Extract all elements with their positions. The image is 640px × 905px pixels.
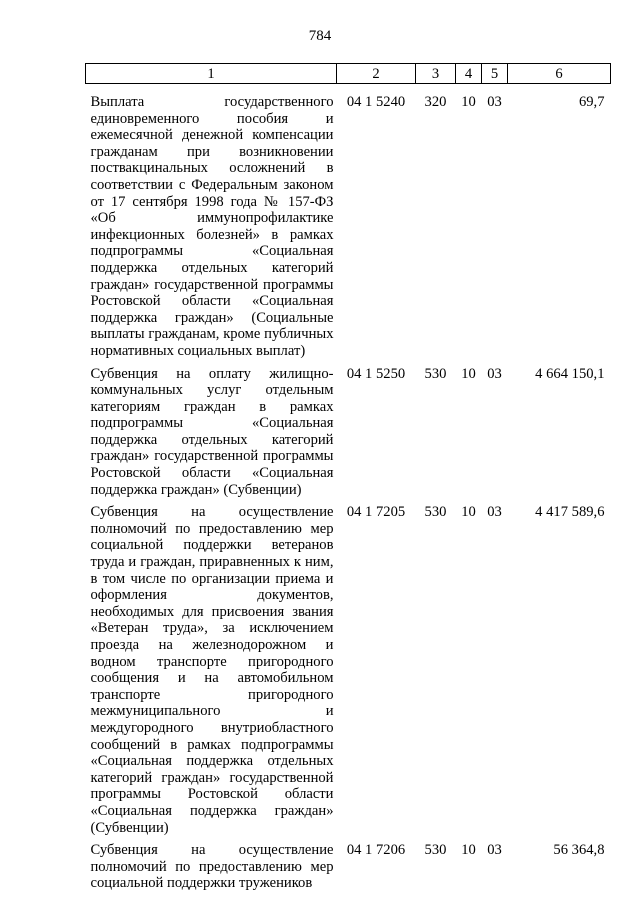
row-section: 10 — [461, 365, 476, 382]
budget-table — [85, 63, 611, 898]
column-header-2: 2 — [337, 64, 416, 84]
row-subsection: 03 — [487, 842, 502, 859]
row-section: 10 — [461, 94, 476, 110]
row-expense-type: 530 — [424, 365, 447, 382]
row-target-code: 04 1 7206 — [346, 842, 406, 859]
column-header-5: 5 — [482, 64, 508, 84]
table-row — [86, 94, 611, 366]
row-subsection: 03 — [487, 365, 502, 382]
row-subsection: 03 — [487, 504, 502, 521]
row-amount: 56 364,8 — [553, 842, 605, 859]
row-amount: 4 664 150,1 — [535, 365, 605, 382]
table-row — [86, 366, 611, 505]
row-section: 10 — [461, 842, 476, 859]
page-number: 784 — [308, 28, 332, 44]
row-description: Субвенция на осуществление полномочий по предоставлению мер социальной поддержки ветеранов труда и граждан, приравненных к ним, в том числе по организации приема и оформления документов, необходимых для присвоения звания «Ветеран труда», за исключением проезда на железнодорожном и водном транспорте пригородного сообщения и на автомобильном транспорте пригородного межмуниципального и междугородного внутриобластного сообщений в рамках подпрограммы «Социальная поддержка отдельных категорий граждан» государственной программы Ростовской области «Социальная поддержка граждан» (Субвенции) — [90, 504, 334, 836]
column-header-4: 4 — [456, 64, 482, 84]
table-row — [86, 842, 611, 898]
row-target-code: 04 1 7205 — [346, 504, 406, 521]
row-amount: 4 417 589,6 — [535, 504, 605, 521]
row-expense-type: 320 — [424, 94, 447, 110]
row-expense-type: 530 — [424, 504, 447, 521]
row-target-code: 04 1 5240 — [346, 94, 406, 110]
table-header-row — [86, 64, 611, 84]
row-subsection: 03 — [487, 94, 502, 110]
row-amount: 69,7 — [578, 94, 605, 110]
row-expense-type: 530 — [424, 842, 447, 859]
column-header-3: 3 — [416, 64, 456, 84]
row-description: Выплата государственного единовременного пособия и ежемесячной денежной компенсации гражданам при возникновении поствакцинальных осложнений в соответствии с Федеральным законом от 17 сентября 1998 года № 157-ФЗ «Об иммунопрофилактике инфекционных болезней» в рамках подпрограммы «Социальная поддержка отдельных категорий граждан» государственной программы Ростовской области «Социальная поддержка граждан» (Социальные выплаты гражданам, кроме публичных нормативных социальных выплат) — [90, 94, 334, 359]
column-header-6: 6 — [508, 64, 611, 84]
table-row — [86, 504, 611, 842]
row-description: Субвенция на оплату жилищно-коммунальных услуг отдельным категориям граждан в рамках подпрограммы «Социальная поддержка отдельных категорий граждан» государственной программы Ростовской области «Социальная поддержка граждан» (Субвенции) — [90, 365, 334, 498]
row-description: Субвенция на осуществление полномочий по предоставлению мер социальной поддержки тружеников — [90, 842, 334, 892]
row-section: 10 — [461, 504, 476, 521]
row-target-code: 04 1 5250 — [346, 365, 406, 382]
column-header-1: 1 — [86, 64, 337, 84]
